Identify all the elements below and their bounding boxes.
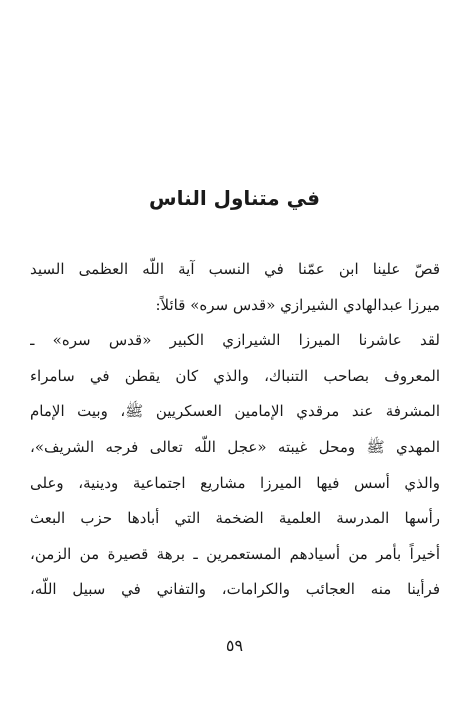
page-number: ٥٩ [225,636,244,655]
text-line: المشرفة عند مرقدي الإمامين العسكريين ﷺ، وبيت الإمام [30,402,440,421]
text-line: أخيراً بأمر من أسيادهم المستعمرين ـ برهة قصيرة من الزمن، [30,544,440,563]
text-line: المعروف بصاحب التنباك، والذي كان يقطن في سامراء [30,366,440,385]
section-heading: في متناول الناس [149,186,320,210]
text-line: قصّ علينا ابن عمّنا في النسب آية اللّه العظمى السيد [30,260,440,278]
text-line: فرأينا منه العجائب والكرامات، والتفاني في سبيل اللّه، [30,580,440,599]
text-line: المهدي ﷺ ومحل غيبته «عجل اللّه تعالى فرجه الشريف»، [30,437,440,456]
text-line: رأسها المدرسة العلمية الضخمة التي أبادها حزب البعث [30,509,440,528]
body-text [30,252,440,608]
text-line: لقد عاشرنا الميرزا الشيرازي الكبير «قدس سره» ـ [30,331,440,350]
text-line: ميرزا عبدالهادي الشيرازي «قدس سره» قائلاً: [155,295,440,314]
text-line: والذي أسس فيها الميرزا مشاريع اجتماعية ودينية، وعلى [30,473,440,492]
